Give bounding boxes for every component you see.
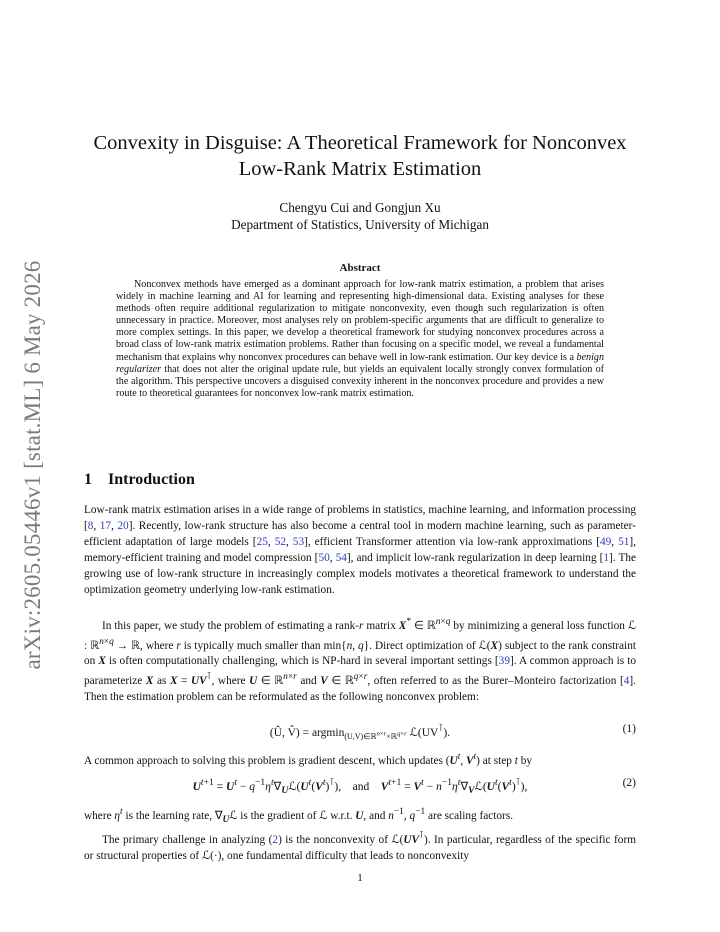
citation-link[interactable]: 4 [623, 675, 630, 688]
abstract-heading: Abstract [339, 262, 381, 274]
learning-rate-sentence: where $\eta^t$ is the learning rate, $\nabla_Uℒ$ is the gradient of ℒ w.r.t. U, and $n^{-1}$, $q^{-1}$ are scaling factors. [84, 807, 514, 826]
citation-link[interactable]: 1 [603, 551, 610, 564]
citation-link[interactable]: 20 [117, 519, 129, 532]
section-title: Introduction [108, 471, 195, 488]
arxiv-identifier: arXiv:2605.05446v1 [stat.ML] 6 May 2026 [20, 260, 45, 670]
citation-link[interactable]: 25 [256, 535, 268, 548]
citation-link[interactable]: 50 [318, 551, 330, 564]
abstract-text: Nonconvex methods have emerged as a dominant approach for low-rank matrix estimation, a problem that arises widely in machine learning and AI for learning and representing high-dimensional data. Existing analyses for these methods often require additional regularization to mitigate nonconvexity, even though such regularization is often unnecessary in practice. Moreover, most analyses rely on problem-specific arguments that are difficult to generalize to more complex settings. In this paper, we develop a theoretical framework for studying nonconvex procedures across a broad class of low-rank matrix estimation problems. Rather than focusing on a specific model, we reveal a fundamental mechanism that explains why nonconvex procedures can behave well in low-rank estimation. Our key device is a benign regularizer that does not alter the original update rule, but yields an equivalent locally strongly convex formulation of the algorithm. This perspective uncovers a disguised convexity inherent in the nonconvex procedure and provides a new route to theoretical guarantees for nonconvex low-rank matrix estimation. [116, 279, 604, 399]
citation-link[interactable]: 8 [87, 519, 94, 532]
author-names: Chengyu Cui and Gongjun Xu [279, 200, 441, 215]
citation-link[interactable]: 39 [498, 655, 510, 668]
equation-2-number: (2) [622, 777, 636, 789]
page-number: 1 [357, 872, 363, 884]
citation-link[interactable]: 53 [292, 535, 305, 548]
citation-link[interactable]: 17 [99, 519, 112, 532]
equation-1-body: (Û, V̂) = argmin$_{(U,V)\in ℝ^{n\times r}\times ℝ^{q\times r}}$ ℒ(UV⊺). [269, 723, 451, 742]
intro-paragraph-3: A common approach to solving this problem is gradient descent, which updates ($U^t$, $V^t$) at step t by [84, 752, 532, 767]
author-block [0, 199, 720, 233]
section-heading [84, 471, 195, 489]
intro-paragraph-2: In this paper, we study the problem of estimating a rank-r matrix X* ∈ ℝ$^{n\times q}$ by minimizing a general loss function ℒ : ℝ$^{n\times q}$ → ℝ, where r is typically much smaller than min{n, q}. Direct optimization of ℒ(X) subject to the rank constraint on X is often computationally challenging, which is NP-hard in several important settings [39]. A common approach is to parameterize X as X = UV⊺, where U ∈ ℝ$^{n\times r}$ and V ∈ ℝ$^{q\times r}$, often referred to as the Burer–Monteiro factorization [4]. Then the estimation problem can be reformulated as the following nonconvex problem: [84, 617, 637, 703]
equation-reference-link[interactable]: 2 [272, 833, 279, 846]
author-affiliation: Department of Statistics, University of Michigan [231, 217, 489, 232]
intro-paragraph-4 [84, 805, 636, 865]
citation-link[interactable]: 49 [600, 535, 612, 548]
citation-link[interactable]: 52 [274, 535, 286, 548]
paper-title [0, 130, 720, 182]
title-line-2: Low-Rank Matrix Estimation [238, 158, 482, 180]
title-line-1: Convexity in Disguise: A Theoretical Framework for Nonconvex [93, 132, 627, 154]
equation-1-number: (1) [622, 723, 636, 735]
citation-link[interactable]: 54 [335, 551, 347, 564]
challenge-sentence: The primary challenge in analyzing (2) is the nonconvexity of ℒ(UV⊺). In particular, regardless of the specific form or structural properties of ℒ(·), one fundamental difficulty that leads to nonconvexity [84, 830, 636, 862]
section-number: 1 [84, 471, 92, 488]
intro-paragraph-1: Low-rank matrix estimation arises in a wide range of problems in statistics, machine learning, and information processing [8, 17, 20]. Recently, low-rank structure has also become a central tool in modern machine learning, such as parameter-efficient adaptation of large models [25, 52, 53], efficient Transformer attention via low-rank approximations [49, 51], memory-efficient training and model compression [50, 54], and implicit low-rank regularization in deep learning [1]. The growing use of low-rank structure in increasingly complex models motivates a theoretical framework to understand the optimization geometry underlying low-rank estimation. [84, 504, 637, 596]
abstract-emphasis: benign regularizer [116, 351, 604, 375]
citation-link[interactable]: 51 [618, 535, 630, 548]
equation-2-body: $U^{t+1} = U^t$ − $q^{-1}\eta^t\nabla_Uℒ(U^t(V^t)^⊺)$, and $V^{t+1} = V^t$ − $n^{-1}\eta^t\nabla_Vℒ(U^t(V^t)^⊺)$, [192, 777, 528, 797]
